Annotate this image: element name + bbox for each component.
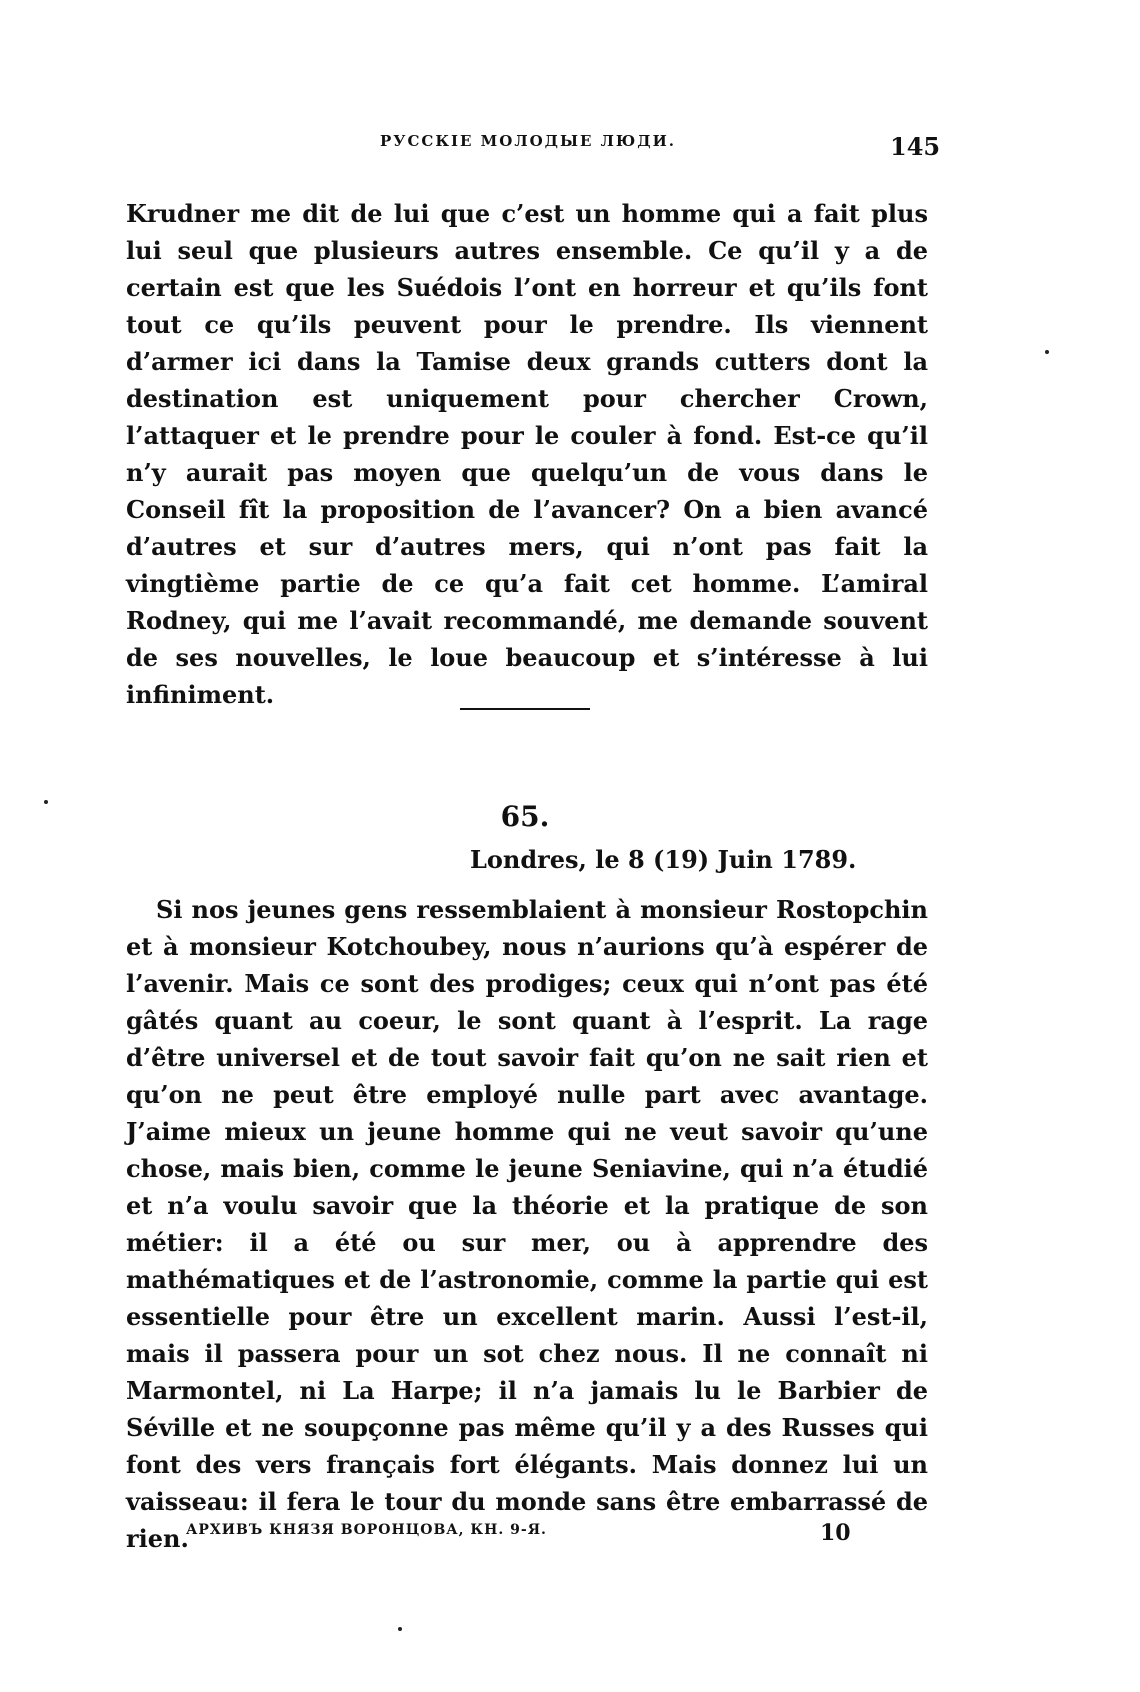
print-speck [1045, 350, 1049, 354]
footer-signature: АРХИВЪ КНЯЗЯ ВОРОНЦОВА, КН. 9-Я. [186, 1522, 547, 1538]
footer-sheet-number: 10 [820, 1520, 851, 1546]
letter-number: 65. [500, 800, 550, 833]
print-speck [44, 800, 48, 804]
section-divider [460, 708, 590, 710]
dateline: Londres, le 8 (19) Juin 1789. [470, 845, 857, 874]
page-number: 145 [890, 132, 941, 161]
paragraph-2: Si nos jeunes gens ressemblaient à monsieur Rostopchin et à monsieur Kotchoubey, nous n’aurions qu’à espérer de l’avenir. Mais ce sont des prodiges; ceux qui n’ont pas été gâtés quant au coeur, le sont quant à l’esprit. La rage d’être universel et de tout savoir fait qu’on ne sait rien et qu’on ne peut être employé nulle part avec avantage. J’aime mieux un jeune homme qui ne veut savoir qu’une chose, mais bien, comme le jeune Seniavine, qui n’a étudié et n’a voulu savoir que la théorie et la pratique de son métier: il a été ou sur mer, ou à apprendre des mathématiques et de l’astronomie, comme la partie qui est essentielle pour être un excellent marin. Aussi l’est-il, mais il passera pour un sot chez nous. Il ne connaît ni Marmontel, ni La Harpe; il n’a jamais lu le Barbier de Séville et ne soupçonne pas même qu’il y a des Russes qui font des vers français fort élégants. Mais donnez lui un vaisseau: il fera le tour du monde sans être embarrassé de rien. [126, 895, 928, 1553]
paragraph-1: Krudner me dit de lui que c’est un homme qui a fait plus lui seul que plusieurs autres ensemble. Ce qu’il y a de certain est que les Suédois l’ont en horreur et qu’ils font tout ce qu’ils peuvent pour le prendre. Ils viennent d’armer ici dans la Tamise deux grands cutters dont la destination est uniquement pour chercher Crown, l’attaquer et le prendre pour le couler à fond. Est-ce qu’il n’y aurait pas moyen que quelqu’un de vous dans le Conseil fît la proposition de l’avancer? On a bien avancé d’autres et sur d’autres mers, qui n’ont pas fait la vingtième partie de ce qu’a fait cet homme. L’amiral Rodney, qui me l’avait recommandé, me demande souvent de ses nouvelles, le loue beaucoup et s’intéresse à lui infiniment. [126, 199, 928, 709]
running-head: РУССКІЕ МОЛОДЫЕ ЛЮДИ. [380, 132, 676, 150]
print-speck [398, 1627, 402, 1631]
